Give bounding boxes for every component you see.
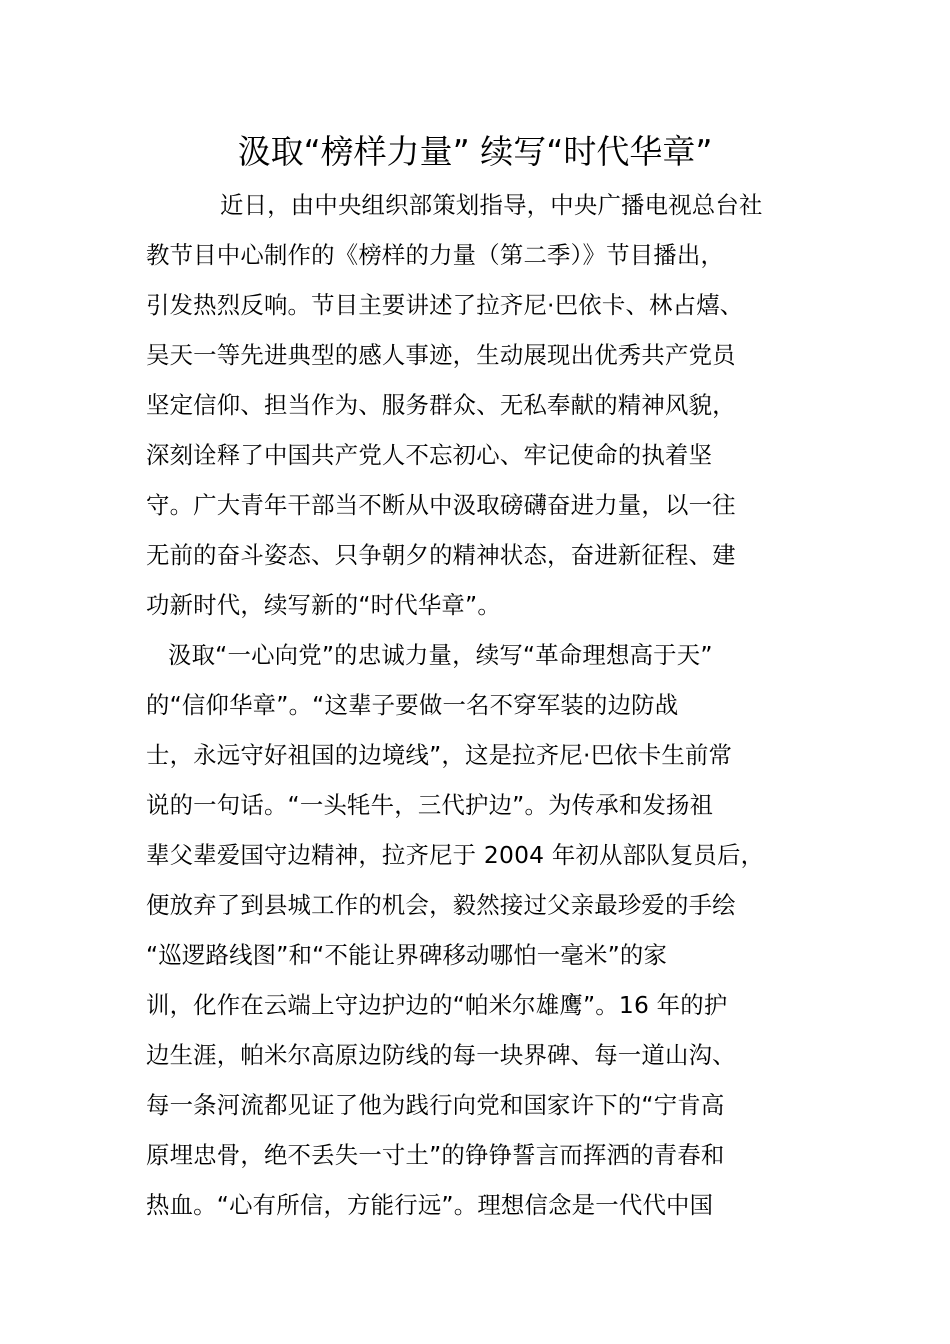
text-line: 功新时代，续写新的“时代华章”。 xyxy=(146,591,501,619)
text-line: 便放弃了到县城工作的机会，毅然接过父亲最珍爱的手绘 xyxy=(146,891,736,919)
text-line: 近日，由中央组织部策划指导，中央广播电视总台社 xyxy=(220,191,763,219)
text-line: 热血。“心有所信，方能行远”。理想信念是一代代中国 xyxy=(146,1191,714,1219)
document-title: 汲取“榜样力量” 续写“时代华章” xyxy=(237,132,713,171)
text-line: 原埋忠骨，绝不丢失一寸土”的铮铮誓言而挥洒的青春和 xyxy=(146,1141,725,1169)
text-line: 汲取“一心向党”的忠诚力量，续写“革命理想高于天” xyxy=(168,641,713,669)
text-line: 引发热烈反响。节目主要讲述了拉齐尼·巴依卡、林占熺、 xyxy=(146,291,744,319)
paragraph-1 xyxy=(146,180,808,630)
text-line: 吴天一等先进典型的感人事迹，生动展现出优秀共产党员 xyxy=(146,341,736,369)
text-line: 教节目中心制作的《榜样的力量（第二季）》节目播出， xyxy=(146,241,725,269)
text-line: 士，永远守好祖国的边境线”，这是拉齐尼·巴依卡生前常 xyxy=(146,741,733,769)
text-line: 说的一句话。“一头牦牛，三代护边”。为传承和发扬祖 xyxy=(146,791,714,819)
text-line: 无前的奋斗姿态、只争朝夕的精神状态，奋进新征程、建 xyxy=(146,541,736,569)
text-line: 辈父辈爱国守边精神，拉齐尼于 2004 年初从部队复员后， xyxy=(146,841,765,869)
text-line: 边生涯，帕米尔高原边防线的每一块界碑、每一道山沟、 xyxy=(146,1041,736,1069)
paragraph-2 xyxy=(146,630,808,1230)
text-line: 的“信仰华章”。“这辈子要做一名不穿军装的边防战 xyxy=(146,691,679,719)
document-body xyxy=(146,180,808,1230)
text-line: 深刻诠释了中国共产党人不忘初心、牢记使命的执着坚 xyxy=(146,441,713,469)
text-line: 训，化作在云端上守边护边的“帕米尔雄鹰”。16 年的护 xyxy=(146,991,728,1019)
text-line: 守。广大青年干部当不断从中汲取磅礴奋进力量，以一往 xyxy=(146,491,736,519)
text-line: 坚定信仰、担当作为、服务群众、无私奉献的精神风貌， xyxy=(146,391,736,419)
text-line: 每一条河流都见证了他为践行向党和国家许下的“宁肯高 xyxy=(146,1091,725,1119)
text-line: “巡逻路线图”和“不能让界碑移动哪怕一毫米”的家 xyxy=(146,941,668,969)
